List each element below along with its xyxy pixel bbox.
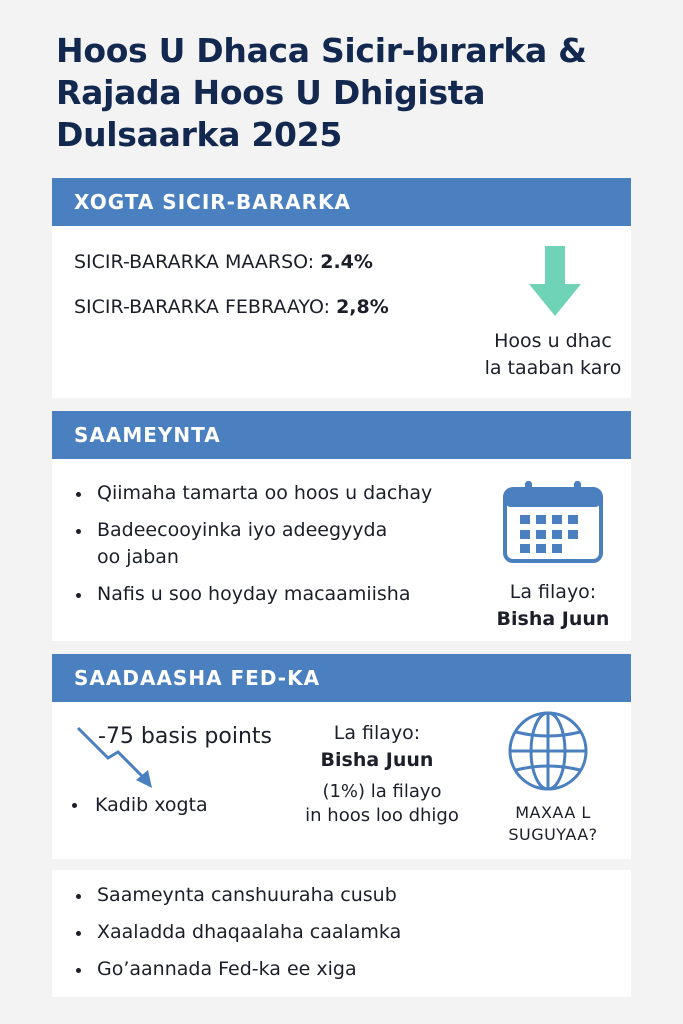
title-line-1: Hoos U Dhaca Sicir-bırarka & (56, 31, 587, 70)
trend-caption (477, 328, 629, 382)
impact-card (52, 411, 631, 641)
bullet-dot (72, 803, 77, 808)
globe-icon (507, 710, 589, 792)
watch-question-line-1: MAXAA L (515, 803, 591, 822)
fed-expected-label: La filayo: (333, 722, 421, 744)
inflation-data-card (52, 178, 631, 398)
impact-item-continuation: oo jaban (97, 546, 179, 568)
down-arrow-icon (527, 246, 583, 318)
watch-list-card (52, 870, 631, 997)
march-inflation-value: 2.4% (320, 251, 373, 273)
title-line-3: Dulsaarka 2025 (56, 115, 343, 154)
watch-item: Saameynta canshuuraha cusub (74, 882, 401, 909)
march-inflation-label: SICIR-BARARKA MAARSO: (74, 251, 315, 273)
after-data-text: Kadib xogta (95, 794, 208, 816)
impact-expected (477, 579, 629, 633)
impact-item: Qiimaha tamarta oo hoos u dachay (74, 480, 432, 507)
impact-list (74, 480, 432, 608)
title-line-2: Rajada Hoos U Dhigista (56, 73, 486, 112)
february-inflation-label: SICIR-BARARKA FEBRAAYO: (74, 296, 331, 318)
after-data-item (72, 794, 208, 816)
watch-list (74, 882, 401, 983)
rate-cut-line-2: in hoos loo dhigo (305, 805, 459, 826)
impact-expected-label: La filayo: (509, 581, 597, 603)
february-inflation-stat (74, 296, 389, 318)
watch-question (477, 802, 629, 846)
march-inflation-stat (74, 251, 373, 273)
page-title (56, 30, 656, 156)
impact-expected-value: Bisha Juun (496, 608, 610, 630)
trend-caption-line-2: la taaban karo (484, 357, 622, 379)
inflation-section-header: XOGTA SICIR-BARARKA (52, 178, 631, 226)
rate-cut-expectation (262, 780, 502, 828)
rate-cut-line-1: (1%) la filayo (322, 781, 442, 802)
impact-section-header: SAAMEYNTA (52, 411, 631, 459)
fed-expected (302, 720, 452, 774)
watch-question-line-2: SUGUYAA? (508, 825, 598, 844)
fed-section-header: SAADAASHA FED-KA (52, 654, 631, 702)
february-inflation-value: 2,8% (336, 296, 389, 318)
watch-item: Xaaladda dhaqaalaha caalamka (74, 919, 401, 946)
fed-outlook-card (52, 654, 631, 859)
watch-item: Go’aannada Fed-ka ee xiga (74, 956, 401, 983)
impact-item: Badeecooyinka iyo adeegyyda (74, 517, 432, 544)
calendar-icon (502, 481, 604, 565)
fed-expected-value: Bisha Juun (320, 749, 434, 771)
basis-points-value: -75 basis points (98, 724, 272, 749)
trend-caption-line-1: Hoos u dhac (494, 330, 612, 352)
impact-item: Nafis u soo hoyday macaamiisha (74, 581, 432, 608)
